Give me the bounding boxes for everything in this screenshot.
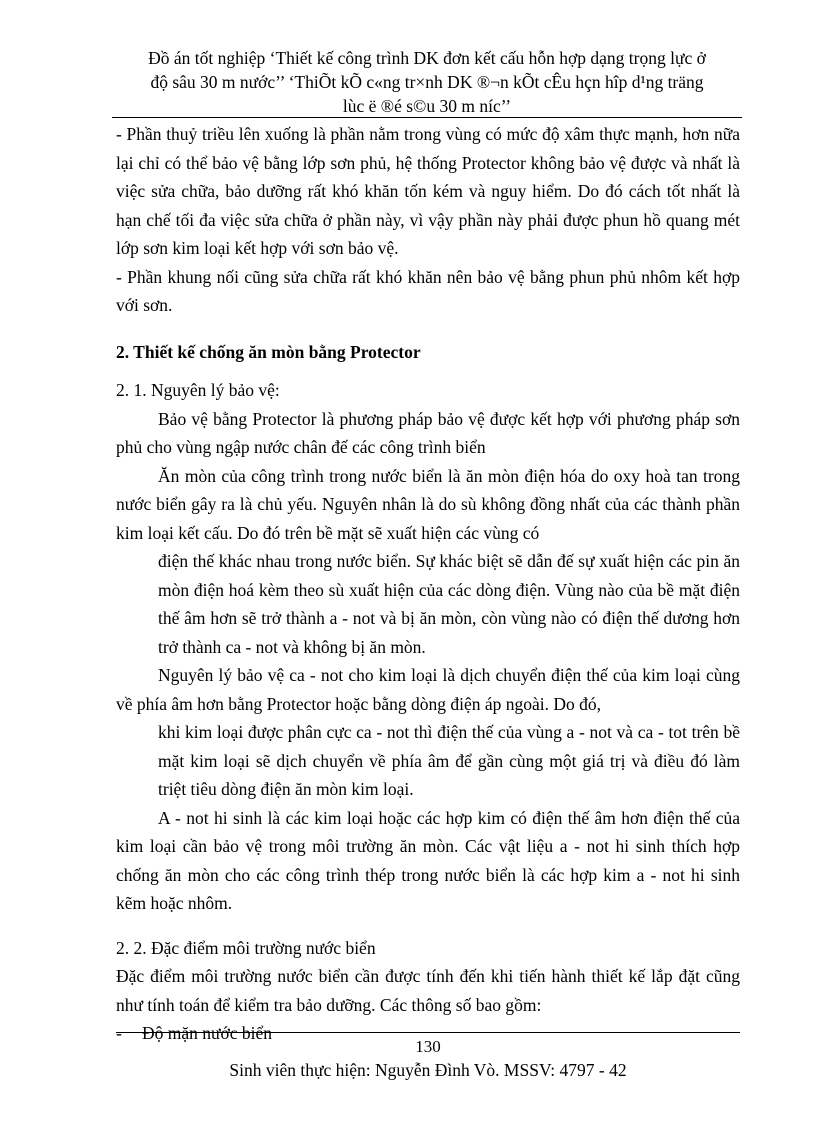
header-line-1: Đồ án tốt nghiệp ‘Thiết kế công trình DK đơn kết cấu hỗn hợp dạng trọng lực ở: [148, 48, 706, 68]
header-line-2: độ sâu 30 m nước’’ ‘ThiÕt kÕ c«ng tr×nh DK ®¬n kÕt cÊu hçn hîp d¹ng träng: [150, 72, 704, 92]
paragraph-seawater-params: Đặc điểm môi trường nước biển cần được tính đến khi tiến hành thiết kế lắp đặt cũng như tính toán để kiểm tra bảo dưỡng. Các thông số bao gồm:: [116, 966, 740, 1015]
document-body: [116, 120, 740, 1048]
paragraph-sacrificial-anode: A - not hi sinh là các kim loại hoặc các hợp kim có điện thế âm hơn điện thế của kim loại cần bảo vệ trong môi trường ăn mòn. Các vật liệu a - not hi sinh thích hợp chống ăn mòn cho các công trình thép trong nước biển là các hợp kim a - not hi sinh kẽm hoặc nhôm.: [116, 807, 740, 913]
paragraph-protector-method: Bảo vệ bằng Protector là phương pháp bảo vệ được kết hợp với phương pháp sơn phủ cho vùng ngập nước chân đế các công trình biển: [116, 408, 740, 457]
paragraph-frame-joints: - Phần khung nối cũng sửa chữa rất khó khăn nên bảo vệ bằng phun phủ nhôm kết hợp với sơn.: [116, 266, 740, 315]
paragraph-corrosion-a: Ăn mòn của công trình trong nước biển là ăn mòn điện hóa do oxy hoà tan trong nước biển gây ra là chủ yếu. Nguyên nhân là do sù không đồng nhất của các thành phần kim loại kết cấu. Do đó trên bề mặt sẽ xuất hiện các vùng có: [116, 465, 740, 543]
header-divider: [112, 117, 742, 118]
bullet-dash: -: [116, 1023, 122, 1043]
footer-divider: [116, 1032, 740, 1033]
page-footer: Sinh viên thực hiện: Nguyễn Đình Vò. MSSV: 4797 - 42: [229, 1060, 627, 1080]
paragraph-cathodic-a: Nguyên lý bảo vệ ca - not cho kim loại là dịch chuyển điện thế của kim loại cùng về phía âm hơn bằng Protector hoặc bằng dòng điện áp ngoài. Do đó,: [116, 665, 740, 714]
subsection-heading-seawater: 2. 2. Đặc điểm môi trường nước biển: [116, 937, 376, 958]
paragraph-cathodic-b: khi kim loại được phân cực ca - not thì điện thế của vùng a - not và ca - tot trên bề mặt kim loại sẽ dịch chuyển về phía âm để gần cùng một giá trị và điều đó làm triệt tiêu dòng điện ăn mòn kim loại.: [158, 722, 740, 799]
list-item-text: Độ mặn nước biển: [142, 1023, 273, 1043]
section-heading: 2. Thiết kế chống ăn mòn bằng Protector: [116, 341, 421, 362]
subsection-heading-principle: 2. 1. Nguyên lý bảo vệ:: [116, 380, 280, 400]
paragraph-tidal-zone: - Phần thuỷ triều lên xuống là phần nằm trong vùng có mức độ xâm thực mạnh, hơn nữa lại chỉ có thể bảo vệ bằng lớp sơn phủ, hệ thống Protector không bảo vệ được và nhất là việc sửa chữa, bảo dưỡng rất khó khăn tốn kém và nguy hiểm. Do đó cách tốt nhất là hạn chế tối đa việc sửa chữa ở phần này, vì vậy phần này phải được phun hồ quang mét lớp sơn kim loại kết hợp với sơn bảo vệ.: [116, 124, 740, 258]
header-line-3: lùc ë ®é s©u 30 m níc’’: [342, 96, 512, 116]
page-header: [112, 46, 742, 118]
page-number: 130: [415, 1037, 441, 1056]
paragraph-corrosion-b: điện thế khác nhau trong nước biển. Sự khác biệt sẽ dẫn đế sự xuất hiện các pin ăn mòn điện hoá kèm theo sù xuất hiện của các dòng điện. Vùng nào của bề mặt điện thế âm hơn sẽ trở thành a - not và bị ăn mòn, còn vùng nào có điện thế dương hơn trở thành ca - not và không bị ăn mòn.: [158, 551, 740, 657]
